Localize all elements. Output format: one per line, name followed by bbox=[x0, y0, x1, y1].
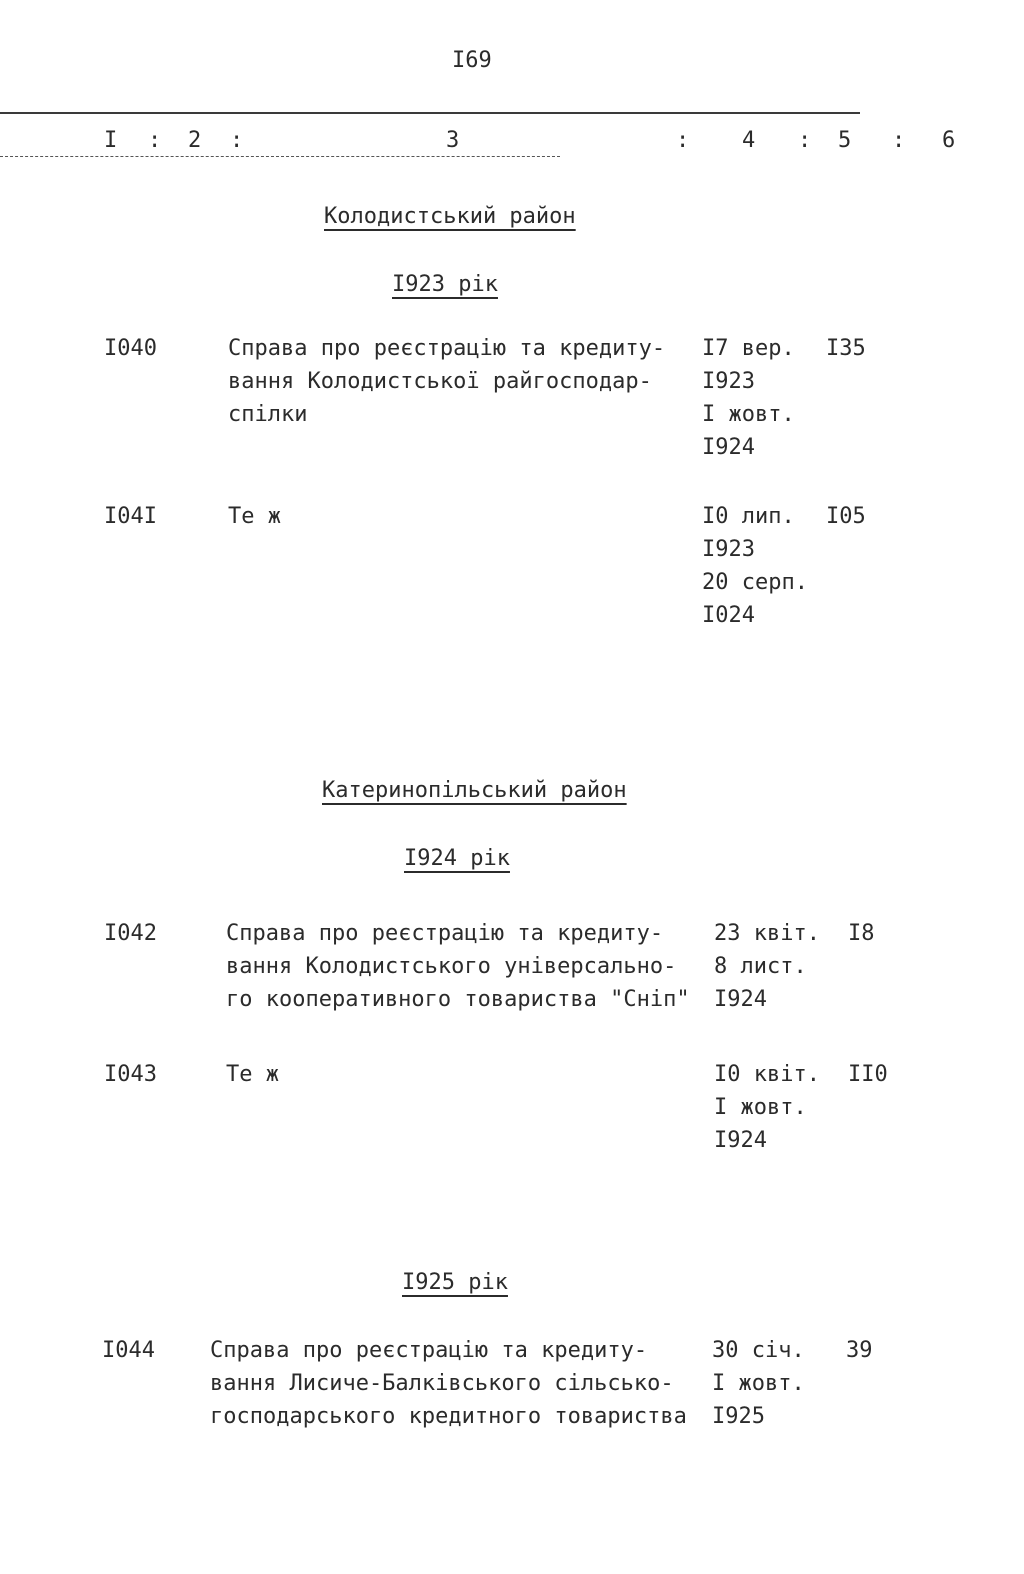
record-date-line: I0 квіт. bbox=[714, 1062, 820, 1087]
record-number: I044 bbox=[102, 1338, 155, 1363]
column-header-4: 4 bbox=[742, 128, 756, 153]
column-header-3: 3 bbox=[446, 128, 460, 153]
record-description-line: вання Лисиче-Балківського сільсько- bbox=[210, 1371, 674, 1396]
header-bottom-rule bbox=[0, 156, 560, 157]
record-date-line: 20 серп. bbox=[702, 570, 808, 595]
year-heading: I925 рік bbox=[402, 1270, 508, 1295]
column-separator: : bbox=[676, 128, 690, 153]
record-date-line: I жовт. bbox=[702, 402, 795, 427]
record-number: I04I bbox=[104, 504, 157, 529]
record-date-line: 8 лист. bbox=[714, 954, 807, 979]
record-description-line: го кооперативного товариства "Сніп" bbox=[226, 987, 690, 1012]
record-date-line: I923 bbox=[702, 369, 755, 394]
record-number: I040 bbox=[104, 336, 157, 361]
column-separator: : bbox=[148, 128, 162, 153]
record-description-line: Те ж bbox=[228, 504, 281, 529]
page-number: I69 bbox=[452, 48, 492, 73]
record-description-line: спілки bbox=[228, 402, 308, 427]
record-description-line: Справа про реєстрацію та кредиту- bbox=[210, 1338, 648, 1363]
record-date-line: 23 квіт. bbox=[714, 921, 820, 946]
record-description-line: вання Колодистського універсально- bbox=[226, 954, 677, 979]
column-separator: : bbox=[230, 128, 244, 153]
column-header-5: 5 bbox=[838, 128, 852, 153]
record-date-line: I жовт. bbox=[714, 1095, 807, 1120]
column-separator: : bbox=[892, 128, 906, 153]
record-date-line: 30 січ. bbox=[712, 1338, 805, 1363]
record-number: I043 bbox=[104, 1062, 157, 1087]
record-pages: II0 bbox=[848, 1062, 888, 1087]
record-description-line: Те ж bbox=[226, 1062, 279, 1087]
district-heading: Катеринопільський район bbox=[322, 778, 627, 803]
header-top-rule bbox=[0, 112, 860, 114]
column-header-6: 6 bbox=[942, 128, 956, 153]
district-heading: Колодистський район bbox=[324, 204, 576, 229]
record-date-line: I924 bbox=[702, 435, 755, 460]
record-date-line: I0 лип. bbox=[702, 504, 795, 529]
record-date-line: I жовт. bbox=[712, 1371, 805, 1396]
year-heading: I923 рік bbox=[392, 272, 498, 297]
record-pages: I35 bbox=[826, 336, 866, 361]
record-description-line: господарського кредитного товариства bbox=[210, 1404, 687, 1429]
record-description-line: вання Колодистської райгосподар- bbox=[228, 369, 652, 394]
record-pages: I05 bbox=[826, 504, 866, 529]
column-header-2: 2 bbox=[188, 128, 202, 153]
column-header-1: I bbox=[104, 128, 118, 153]
record-date-line: I923 bbox=[702, 537, 755, 562]
record-pages: I8 bbox=[848, 921, 875, 946]
record-date-line: I924 bbox=[714, 1128, 767, 1153]
record-date-line: I924 bbox=[714, 987, 767, 1012]
record-number: I042 bbox=[104, 921, 157, 946]
year-heading: I924 рік bbox=[404, 846, 510, 871]
record-pages: 39 bbox=[846, 1338, 873, 1363]
record-date-line: I024 bbox=[702, 603, 755, 628]
record-description-line: Справа про реєстрацію та кредиту- bbox=[226, 921, 664, 946]
record-description-line: Справа про реєстрацію та кредиту- bbox=[228, 336, 666, 361]
record-date-line: I7 вер. bbox=[702, 336, 795, 361]
record-date-line: I925 bbox=[712, 1404, 765, 1429]
column-separator: : bbox=[798, 128, 812, 153]
